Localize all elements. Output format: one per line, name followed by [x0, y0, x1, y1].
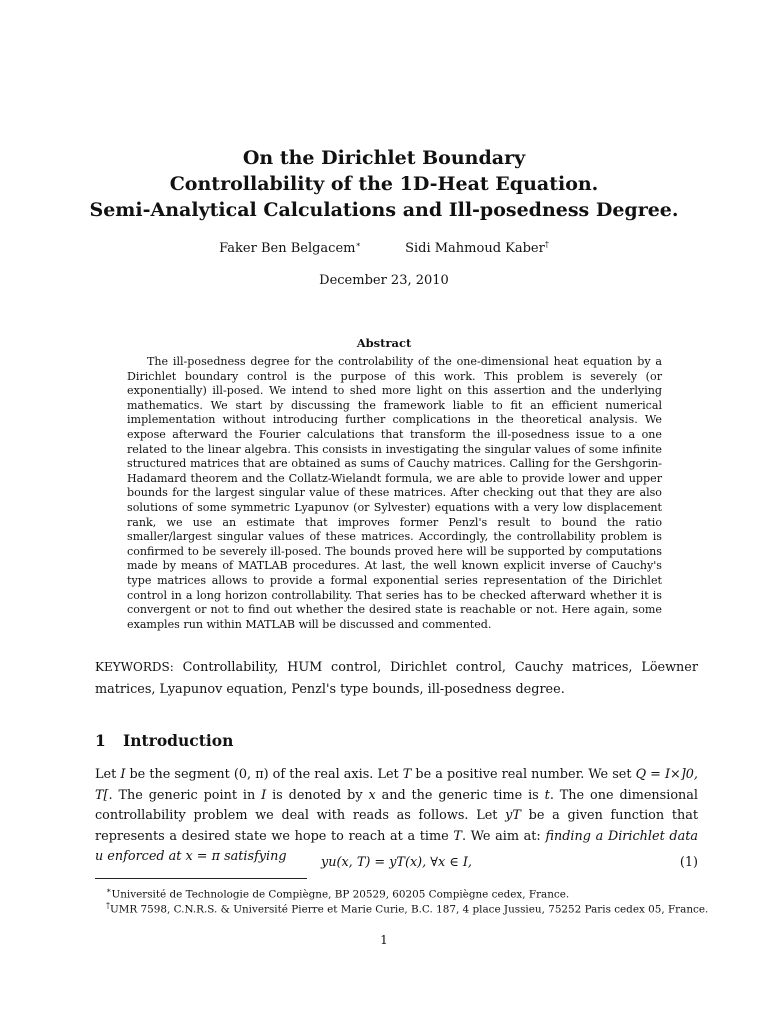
- author-2: Sidi Mahmoud Kaber†: [405, 240, 549, 257]
- footnote-rule: [95, 878, 307, 879]
- author-1-mark: ∗: [355, 240, 361, 249]
- paper-date: December 23, 2010: [319, 273, 449, 288]
- section-number: 1: [95, 731, 106, 750]
- section-title: Introduction: [123, 731, 234, 750]
- keywords-text: Controllability, HUM control, Dirichlet control, Cauchy matrices, Löewner matrices, Lyapunov equation, Penzl's type bounds, ill-posedness degree.: [95, 660, 698, 697]
- intro-paragraph: [95, 765, 698, 868]
- equation-body: yu(x, T) = yT(x), ∀x ∈ I,: [321, 855, 472, 870]
- paper-title: [60, 145, 708, 223]
- intro-text: Let I be the segment (0, π) of the real axis. Let T be a positive real number. We set Q = I×]0, T[. The generic point in I is denoted by x and the generic time is t. The one dimensional controllability problem we deal with reads as follows. Let yT be a given function that represents a desired state we hope to reach at a time T. We aim at: finding a Dirichlet data u enforced at x = π satisfying: [95, 767, 699, 864]
- abstract-heading: Abstract: [356, 336, 412, 350]
- footnote-2: †UMR 7598, C.N.R.S. & Université Pierre et Marie Curie, B.C. 187, 4 place Jussieu, 75252 Paris cedex 05, France.: [106, 901, 709, 916]
- author-list: [0, 240, 768, 256]
- author-1: Faker Ben Belgacem∗: [219, 240, 361, 257]
- title-line-2: Controllability of the 1D-Heat Equation.: [169, 173, 599, 195]
- footnote-1: ∗Université de Technologie de Compiègne, BP 20529, 60205 Compiègne cedex, France.: [106, 886, 570, 901]
- author-2-mark: †: [544, 240, 549, 249]
- abstract-body: [127, 355, 662, 632]
- abstract-text: The ill-posedness degree for the controlability of the one-dimensional heat equation by a Dirichlet boundary control is the purpose of this work. This problem is severely (or exponentially) ill-posed. We intend to shed more light on this assertion and the underlying mathematics. We start by discussing the framework liable to fit an efficient numerical implementation without introducing further complications in the theoretical analysis. We expose afterward the Fourier calculations that transform the ill-posedness issue to a one related to the linear algebra. This consists in investigating the singular values of some infinite structured matrices that are obtained as sums of Cauchy matrices. Calling for the Gershgorin-Hadamard theorem and the Collatz-Wielandt formula, we are able to provide lower and upper bounds for the largest singular value of these matrices. After checking out that they are also solutions of some symmetric Lyapunov (or Sylvester) equations with a very low displacement rank, we use an estimate that improves former Penzl's result to bound the ratio smaller/largest singular values of these matrices. Accordingly, the controllability problem is confirmed to be severely ill-posed. The bounds proved here will be supported by computations made by means of MATLAB procedures. At last, the well known explicit inverse of Cauchy's type matrices allows to provide a formal exponential series representation of the Dirichlet control in a long horizon controllability. That series has to be checked afterward whether it is convergent or not to find out whether the desired state is reachable or not. Here again, some examples run within MATLAB will be discussed and commented.: [127, 355, 662, 631]
- title-line-3: Semi-Analytical Calculations and Ill-posedness Degree.: [89, 199, 679, 221]
- keywords: [95, 656, 698, 701]
- keywords-label: KEYWORDS:: [95, 660, 174, 674]
- page-number: 1: [380, 933, 388, 947]
- section-heading: [95, 731, 233, 750]
- equation-number: (1): [679, 855, 698, 870]
- title-line-1: On the Dirichlet Boundary: [242, 147, 526, 169]
